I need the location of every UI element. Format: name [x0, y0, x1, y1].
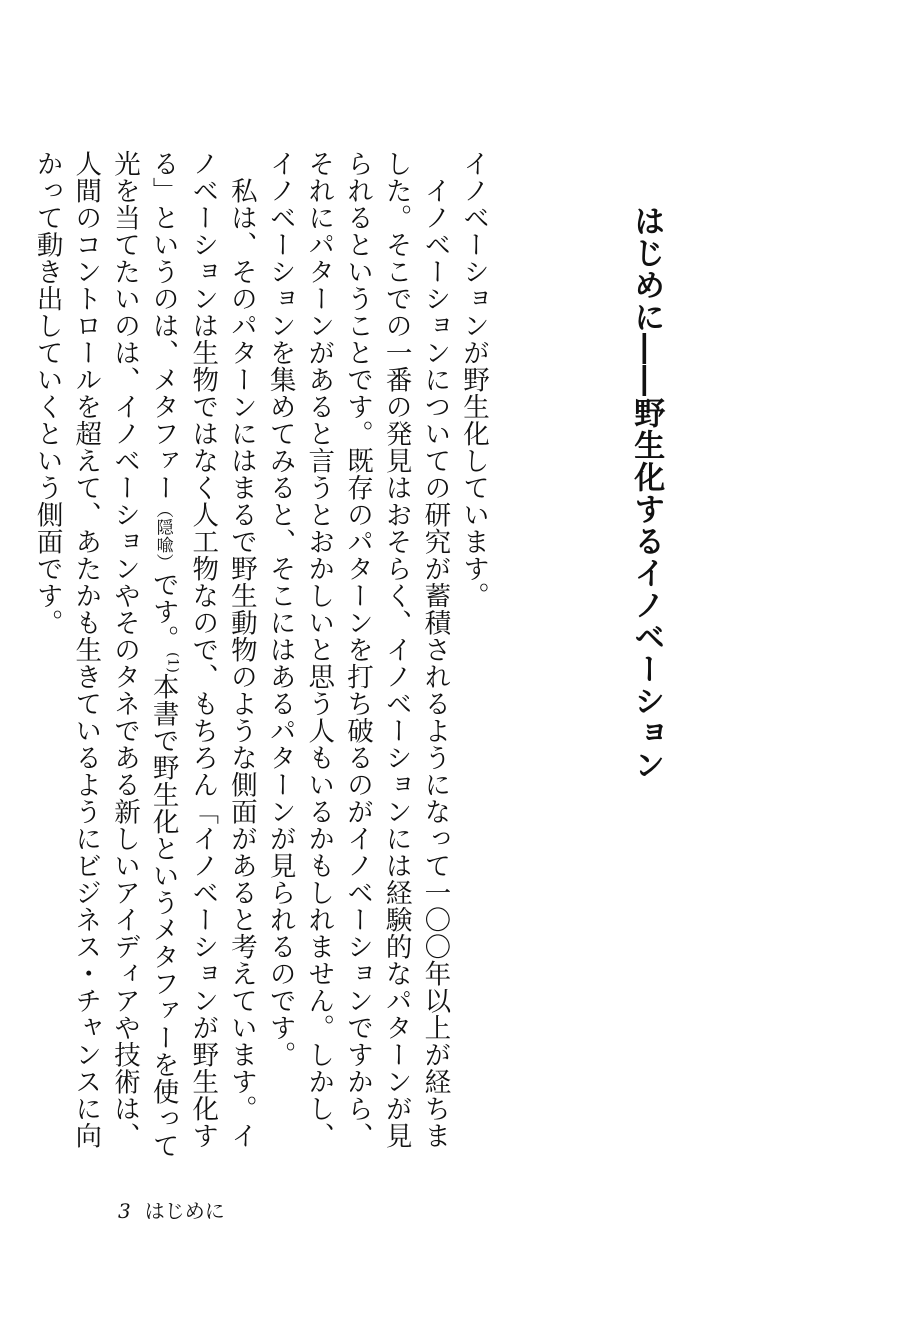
page-footer — [118, 1195, 225, 1224]
paragraph-3-text-a: 私は、そのパターンにはまるで野生動物のような側面があると考えています。イノベーションは生物ではなく人工物なので、もちろん「イノベーションが野生化する」というのは、メタファー — [147, 150, 257, 1149]
body-text — [27, 150, 492, 1165]
footnote-reference[interactable]: (1) — [164, 652, 181, 674]
chapter-title: はじめに――野生化するイノベーション — [628, 205, 665, 781]
paragraph-1: イノベーションが野生化しています。 — [458, 150, 489, 609]
page-number: 3 — [118, 1199, 131, 1223]
paragraph-3 — [27, 150, 260, 1165]
paragraph-3-text-c: 本書で野生化というメタファーを使って光を当てたいのは、イノベーションやそのタネである新しいアイディアや技術は、人間のコントロールを超えて、あたかも生きているようにビジネス・チャンスに向かって動き出していくという側面です。 — [31, 150, 179, 1160]
metaphor-gloss: （隠喩） — [152, 501, 173, 571]
running-head: はじめに — [144, 1199, 225, 1223]
paragraph-3-text-b: です。 — [147, 571, 179, 652]
paragraph-2: イノベーションについての研究が蓄積されるようになって一〇〇年以上が経ちました。そこでの一番の発見はおそらく、イノベーションには経験的なパターンが見られるということです。既存のパターンを打ち破るのがイノベーションですから、それにパターンがあると言うとおかしいと思う人もいるかもしれません。しかし、イノベーションを集めてみると、そこにはあるパターンが見られるのです。 — [264, 150, 451, 1149]
